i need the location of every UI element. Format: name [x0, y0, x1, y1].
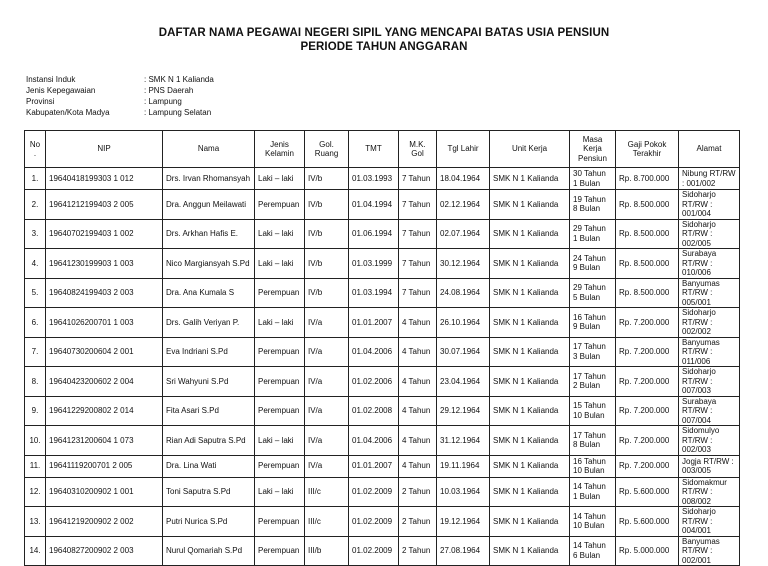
- cell-unit-kerja: SMK N 1 Kalianda: [490, 536, 570, 566]
- cell-masa-kerja: 16 Tahun 10 Bulan: [570, 455, 616, 477]
- meta-value: : Lampung Selatan: [144, 108, 212, 117]
- cell-gol-ruang: IV/b: [305, 278, 349, 308]
- cell-no: 2.: [25, 190, 46, 220]
- cell-unit-kerja: SMK N 1 Kalianda: [490, 426, 570, 456]
- document-title: DAFTAR NAMA PEGAWAI NEGERI SIPIL YANG MENCAPAI BATAS USIA PENSIUN: [158, 27, 610, 39]
- cell-tmt: 01.03.1994: [349, 278, 399, 308]
- cell-no: 5.: [25, 278, 46, 308]
- table-row: [25, 536, 740, 566]
- cell-gol-ruang: IV/a: [305, 396, 349, 426]
- table-row: [25, 249, 740, 279]
- header-mk-gol: M.K. Gol: [399, 131, 437, 168]
- cell-nip: 19641219200902 2 002: [46, 507, 163, 537]
- cell-tmt: 01.01.2007: [349, 308, 399, 338]
- cell-gaji: Rp. 5.600.000: [616, 507, 679, 537]
- cell-jenis-kelamin: Perempuan: [255, 455, 305, 477]
- cell-tgl-lahir: 10.03.1964: [437, 477, 490, 507]
- cell-masa-kerja: 19 Tahun 8 Bulan: [570, 190, 616, 220]
- cell-no: 1.: [25, 168, 46, 190]
- cell-masa-kerja: 17 Tahun 8 Bulan: [570, 426, 616, 456]
- meta-value: : Lampung: [144, 97, 182, 106]
- meta-label: Jenis Kepegawaian: [26, 86, 96, 95]
- cell-masa-kerja: 17 Tahun 2 Bulan: [570, 367, 616, 397]
- cell-mk-gol: 2 Tahun: [399, 536, 437, 566]
- header-nama: Nama: [163, 131, 255, 168]
- header-no: No .: [25, 131, 46, 168]
- cell-tgl-lahir: 27.08.1964: [437, 536, 490, 566]
- cell-no: 8.: [25, 367, 46, 397]
- cell-unit-kerja: SMK N 1 Kalianda: [490, 168, 570, 190]
- cell-alamat: Sidoharjo RT/RW : 004/001: [679, 507, 740, 537]
- cell-masa-kerja: 15 Tahun 10 Bulan: [570, 396, 616, 426]
- cell-alamat: Sidomakmur RT/RW : 008/002: [679, 477, 740, 507]
- cell-jenis-kelamin: Laki – laki: [255, 168, 305, 190]
- cell-alamat: Sidoharjo RT/RW : 002/005: [679, 219, 740, 249]
- cell-gol-ruang: IV/a: [305, 426, 349, 456]
- cell-nama: Dra. Ana Kumala S: [163, 278, 255, 308]
- meta-row: [26, 107, 214, 118]
- cell-masa-kerja: 17 Tahun 3 Bulan: [570, 337, 616, 367]
- cell-no: 13.: [25, 507, 46, 537]
- cell-tmt: 01.03.1993: [349, 168, 399, 190]
- cell-tmt: 01.02.2006: [349, 367, 399, 397]
- cell-unit-kerja: SMK N 1 Kalianda: [490, 190, 570, 220]
- cell-no: 12.: [25, 477, 46, 507]
- header-jenis-kelamin: Jenis Kelamin: [255, 131, 305, 168]
- cell-nama: Fita Asari S.Pd: [163, 396, 255, 426]
- cell-gol-ruang: IV/a: [305, 367, 349, 397]
- table-row: [25, 426, 740, 456]
- cell-gaji: Rp. 7.200.000: [616, 396, 679, 426]
- cell-mk-gol: 7 Tahun: [399, 190, 437, 220]
- cell-gol-ruang: III/c: [305, 477, 349, 507]
- cell-tmt: 01.01.2007: [349, 455, 399, 477]
- cell-masa-kerja: 14 Tahun 1 Bulan: [570, 477, 616, 507]
- cell-no: 11.: [25, 455, 46, 477]
- cell-no: 3.: [25, 219, 46, 249]
- meta-value: : PNS Daerah: [144, 86, 194, 95]
- meta-label: Instansi Induk: [26, 75, 76, 84]
- cell-nama: Rian Adi Saputra S.Pd: [163, 426, 255, 456]
- cell-gol-ruang: III/c: [305, 507, 349, 537]
- cell-no: 6.: [25, 308, 46, 338]
- cell-tmt: 01.04.2006: [349, 337, 399, 367]
- cell-no: 7.: [25, 337, 46, 367]
- meta-label: Kabupaten/Kota Madya: [26, 108, 110, 117]
- cell-gaji: Rp. 7.200.000: [616, 455, 679, 477]
- cell-tgl-lahir: 02.07.1964: [437, 219, 490, 249]
- cell-gaji: Rp. 8.500.000: [616, 249, 679, 279]
- cell-jenis-kelamin: Perempuan: [255, 507, 305, 537]
- cell-nama: Toni Saputra S.Pd: [163, 477, 255, 507]
- cell-no: 10.: [25, 426, 46, 456]
- cell-nip: 19641212199403 2 005: [46, 190, 163, 220]
- cell-gol-ruang: IV/b: [305, 249, 349, 279]
- cell-mk-gol: 7 Tahun: [399, 278, 437, 308]
- cell-masa-kerja: 14 Tahun 6 Bulan: [570, 536, 616, 566]
- cell-nama: Dra. Anggun Meilawati: [163, 190, 255, 220]
- table-row: [25, 367, 740, 397]
- header-masa-kerja: Masa Kerja Pensiun: [570, 131, 616, 168]
- cell-tgl-lahir: 18.04.1964: [437, 168, 490, 190]
- cell-gaji: Rp. 8.500.000: [616, 219, 679, 249]
- cell-nama: Sri Wahyuni S.Pd: [163, 367, 255, 397]
- table-row: [25, 168, 740, 190]
- cell-nip: 19641026200701 1 003: [46, 308, 163, 338]
- cell-mk-gol: 7 Tahun: [399, 168, 437, 190]
- cell-nip: 19640824199403 2 003: [46, 278, 163, 308]
- cell-gol-ruang: IV/a: [305, 455, 349, 477]
- cell-jenis-kelamin: Perempuan: [255, 337, 305, 367]
- cell-gol-ruang: IV/a: [305, 308, 349, 338]
- cell-jenis-kelamin: Perempuan: [255, 367, 305, 397]
- cell-gol-ruang: IV/b: [305, 190, 349, 220]
- cell-alamat: Banyumas RT/RW : 011/006: [679, 337, 740, 367]
- cell-masa-kerja: 29 Tahun 1 Bulan: [570, 219, 616, 249]
- table-header-row: [25, 131, 740, 168]
- cell-mk-gol: 4 Tahun: [399, 308, 437, 338]
- cell-tgl-lahir: 24.08.1964: [437, 278, 490, 308]
- cell-tmt: 01.06.1994: [349, 219, 399, 249]
- meta-row: [26, 74, 214, 85]
- cell-alamat: Sidoharjo RT/RW : 007/003: [679, 367, 740, 397]
- cell-gol-ruang: III/b: [305, 536, 349, 566]
- cell-nip: 19641229200802 2 014: [46, 396, 163, 426]
- cell-unit-kerja: SMK N 1 Kalianda: [490, 455, 570, 477]
- meta-info: [26, 74, 214, 118]
- cell-unit-kerja: SMK N 1 Kalianda: [490, 249, 570, 279]
- cell-nama: Drs. Galih Veriyan P.: [163, 308, 255, 338]
- header-gaji: Gaji Pokok Terakhir: [616, 131, 679, 168]
- table-row: [25, 396, 740, 426]
- cell-gaji: Rp. 8.500.000: [616, 190, 679, 220]
- cell-jenis-kelamin: Laki – laki: [255, 219, 305, 249]
- header-alamat: Alamat: [679, 131, 740, 168]
- cell-gaji: Rp. 7.200.000: [616, 308, 679, 338]
- table-row: [25, 190, 740, 220]
- cell-tmt: 01.04.1994: [349, 190, 399, 220]
- cell-unit-kerja: SMK N 1 Kalianda: [490, 337, 570, 367]
- cell-alamat: Surabaya RT/RW : 010/006: [679, 249, 740, 279]
- table-row: [25, 308, 740, 338]
- cell-nip: 19640730200604 2 001: [46, 337, 163, 367]
- cell-nama: Nurul Qomariah S.Pd: [163, 536, 255, 566]
- cell-unit-kerja: SMK N 1 Kalianda: [490, 396, 570, 426]
- header-nip: NIP: [46, 131, 163, 168]
- cell-gol-ruang: IV/a: [305, 337, 349, 367]
- cell-tmt: 01.04.2006: [349, 426, 399, 456]
- cell-jenis-kelamin: Laki – laki: [255, 477, 305, 507]
- cell-masa-kerja: 30 Tahun 1 Bulan: [570, 168, 616, 190]
- cell-gaji: Rp. 7.200.000: [616, 426, 679, 456]
- cell-jenis-kelamin: Perempuan: [255, 278, 305, 308]
- pensiun-table: [24, 130, 740, 566]
- cell-nip: 19641231200604 1 073: [46, 426, 163, 456]
- cell-unit-kerja: SMK N 1 Kalianda: [490, 477, 570, 507]
- cell-tgl-lahir: 02.12.1964: [437, 190, 490, 220]
- meta-value: : SMK N 1 Kalianda: [144, 75, 214, 84]
- cell-tmt: 01.03.1999: [349, 249, 399, 279]
- cell-alamat: Banyumas RT/RW : 002/001: [679, 536, 740, 566]
- cell-alamat: Sidoharjo RT/RW : 001/004: [679, 190, 740, 220]
- cell-alamat: Banyumas RT/RW : 005/001: [679, 278, 740, 308]
- cell-tgl-lahir: 29.12.1964: [437, 396, 490, 426]
- cell-tgl-lahir: 19.11.1964: [437, 455, 490, 477]
- cell-tmt: 01.02.2009: [349, 536, 399, 566]
- cell-alamat: Jogja RT/RW : 003/005: [679, 455, 740, 477]
- cell-jenis-kelamin: Laki – laki: [255, 426, 305, 456]
- cell-jenis-kelamin: Perempuan: [255, 190, 305, 220]
- table-row: [25, 507, 740, 537]
- meta-label: Provinsi: [26, 97, 55, 106]
- cell-masa-kerja: 24 Tahun 9 Bulan: [570, 249, 616, 279]
- cell-tmt: 01.02.2009: [349, 477, 399, 507]
- header-gol-ruang: Gol. Ruang: [305, 131, 349, 168]
- cell-unit-kerja: SMK N 1 Kalianda: [490, 507, 570, 537]
- cell-tgl-lahir: 30.12.1964: [437, 249, 490, 279]
- cell-alamat: Nibung RT/RW : 001/002: [679, 168, 740, 190]
- cell-alamat: Sidomulyo RT/RW : 002/003: [679, 426, 740, 456]
- cell-unit-kerja: SMK N 1 Kalianda: [490, 278, 570, 308]
- cell-gaji: Rp. 5.000.000: [616, 536, 679, 566]
- cell-mk-gol: 4 Tahun: [399, 455, 437, 477]
- header-tgl-lahir: Tgl Lahir: [437, 131, 490, 168]
- cell-gol-ruang: IV/b: [305, 168, 349, 190]
- cell-alamat: Surabaya RT/RW : 007/004: [679, 396, 740, 426]
- cell-nama: Drs. Arkhan Hafis E.: [163, 219, 255, 249]
- cell-masa-kerja: 14 Tahun 10 Bulan: [570, 507, 616, 537]
- cell-masa-kerja: 16 Tahun 9 Bulan: [570, 308, 616, 338]
- cell-unit-kerja: SMK N 1 Kalianda: [490, 308, 570, 338]
- cell-tgl-lahir: 26.10.1964: [437, 308, 490, 338]
- cell-gaji: Rp. 8.700.000: [616, 168, 679, 190]
- table-row: [25, 337, 740, 367]
- cell-gaji: Rp. 7.200.000: [616, 367, 679, 397]
- cell-alamat: Sidoharjo RT/RW : 002/002: [679, 308, 740, 338]
- cell-jenis-kelamin: Perempuan: [255, 536, 305, 566]
- cell-tgl-lahir: 23.04.1964: [437, 367, 490, 397]
- cell-nip: 19640423200602 2 004: [46, 367, 163, 397]
- cell-tmt: 01.02.2009: [349, 507, 399, 537]
- cell-mk-gol: 2 Tahun: [399, 477, 437, 507]
- cell-mk-gol: 4 Tahun: [399, 367, 437, 397]
- document-subtitle: PERIODE TAHUN ANGGARAN: [300, 41, 468, 53]
- cell-nip: 19641119200701 2 005: [46, 455, 163, 477]
- cell-tmt: 01.02.2008: [349, 396, 399, 426]
- cell-mk-gol: 4 Tahun: [399, 337, 437, 367]
- cell-gaji: Rp. 5.600.000: [616, 477, 679, 507]
- cell-mk-gol: 4 Tahun: [399, 396, 437, 426]
- table-row: [25, 219, 740, 249]
- cell-unit-kerja: SMK N 1 Kalianda: [490, 367, 570, 397]
- cell-tgl-lahir: 19.12.1964: [437, 507, 490, 537]
- header-tmt: TMT: [349, 131, 399, 168]
- cell-masa-kerja: 29 Tahun 5 Bulan: [570, 278, 616, 308]
- cell-nama: Drs. Irvan Rhomansyah: [163, 168, 255, 190]
- cell-tgl-lahir: 31.12.1964: [437, 426, 490, 456]
- cell-gaji: Rp. 8.500.000: [616, 278, 679, 308]
- meta-row: [26, 96, 214, 107]
- cell-nip: 19641230199903 1 003: [46, 249, 163, 279]
- cell-mk-gol: 4 Tahun: [399, 426, 437, 456]
- cell-jenis-kelamin: Perempuan: [255, 396, 305, 426]
- cell-gaji: Rp. 7.200.000: [616, 337, 679, 367]
- cell-nip: 19640310200902 1 001: [46, 477, 163, 507]
- cell-tgl-lahir: 30.07.1964: [437, 337, 490, 367]
- cell-mk-gol: 2 Tahun: [399, 507, 437, 537]
- cell-gol-ruang: IV/b: [305, 219, 349, 249]
- cell-nama: Eva Indriani S.Pd: [163, 337, 255, 367]
- cell-mk-gol: 7 Tahun: [399, 249, 437, 279]
- cell-nama: Nico Margiansyah S.Pd: [163, 249, 255, 279]
- cell-nip: 19640827200902 2 003: [46, 536, 163, 566]
- cell-nama: Dra. Lina Wati: [163, 455, 255, 477]
- table-row: [25, 278, 740, 308]
- cell-jenis-kelamin: Laki – laki: [255, 308, 305, 338]
- table-row: [25, 477, 740, 507]
- header-unit-kerja: Unit Kerja: [490, 131, 570, 168]
- cell-nip: 19640702199403 1 002: [46, 219, 163, 249]
- cell-nama: Putri Nurica S.Pd: [163, 507, 255, 537]
- cell-no: 4.: [25, 249, 46, 279]
- cell-no: 14.: [25, 536, 46, 566]
- cell-no: 9.: [25, 396, 46, 426]
- cell-jenis-kelamin: Laki – laki: [255, 249, 305, 279]
- cell-unit-kerja: SMK N 1 Kalianda: [490, 219, 570, 249]
- cell-mk-gol: 7 Tahun: [399, 219, 437, 249]
- meta-row: [26, 85, 214, 96]
- table-row: [25, 455, 740, 477]
- cell-nip: 19640418199303 1 012: [46, 168, 163, 190]
